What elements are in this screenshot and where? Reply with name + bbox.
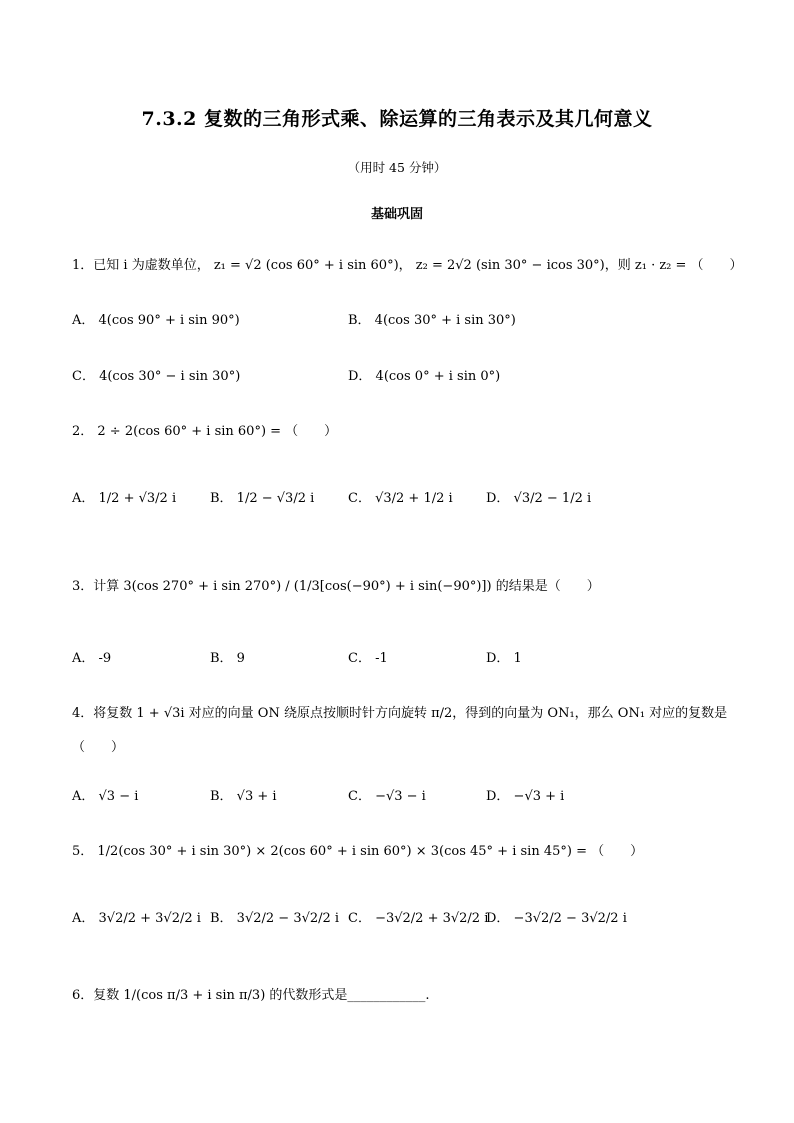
q3-option-c: C． -1 — [348, 651, 388, 666]
question-5: 5． 1/2(cos 30° + i sin 30°) × 2(cos 60° + i sin 60°) × 3(cos 45° + i sin 45°) = （ ） — [72, 844, 644, 859]
section-heading: 基础巩固 — [370, 207, 423, 222]
q5-option-c: C． −3√2/2 + 3√2/2 i — [348, 911, 489, 926]
question-2: 2． 2 ÷ 2(cos 60° + i sin 60°) = （ ） — [72, 424, 338, 439]
q3-option-b: B． 9 — [210, 651, 245, 666]
question-1: 1．已知 i 为虚数单位， z₁ = √2 (cos 60° + i sin 60°)， z₂ = 2√2 (sin 30° − icos 30°)，则 z₁ · z₂ = （ ） — [72, 258, 743, 273]
question-4: 4．将复数 1 + √3i 对应的向量 ON 绕原点按顺时针方向旋转 π/2，得到的向量为 ON₁，那么 ON₁ 对应的复数是（ ） — [72, 706, 728, 755]
q1-option-d: D． 4(cos 0° + i sin 0°) — [348, 369, 501, 384]
q5-option-d: D． −3√2/2 − 3√2/2 i — [486, 911, 627, 926]
q2-option-b: B． 1/2 − √3/2 i — [210, 491, 315, 506]
q2-option-c: C． √3/2 + 1/2 i — [348, 491, 453, 506]
q1-option-b: B． 4(cos 30° + i sin 30°) — [348, 313, 516, 328]
q4-option-a: A． √3 − i — [72, 789, 139, 804]
q5-option-b: B． 3√2/2 − 3√2/2 i — [210, 911, 340, 926]
q2-option-d: D． √3/2 − 1/2 i — [486, 491, 592, 506]
question-3: 3．计算 3(cos 270° + i sin 270°) / (1/3[cos(−90°) + i sin(−90°)]) 的结果是（ ） — [72, 579, 600, 594]
q1-option-a: A． 4(cos 90° + i sin 90°) — [72, 313, 240, 328]
time-note: （用时 45 分钟） — [347, 160, 447, 175]
q4-option-d: D． −√3 + i — [486, 789, 565, 804]
q3-option-a: A． -9 — [72, 651, 112, 666]
q5-option-a: A． 3√2/2 + 3√2/2 i — [72, 911, 201, 926]
q4-option-c: C． −√3 − i — [348, 789, 426, 804]
q2-option-a: A． 1/2 + √3/2 i — [72, 491, 177, 506]
q1-option-c: C． 4(cos 30° − i sin 30°) — [72, 369, 241, 384]
q4-option-b: B． √3 + i — [210, 789, 277, 804]
question-6: 6．复数 1/(cos π/3 + i sin π/3) 的代数形式是____________. — [72, 988, 430, 1003]
page-title: 7.3.2 复数的三角形式乘、除运算的三角表示及其几何意义 — [141, 108, 653, 130]
q3-option-d: D． 1 — [486, 651, 522, 666]
